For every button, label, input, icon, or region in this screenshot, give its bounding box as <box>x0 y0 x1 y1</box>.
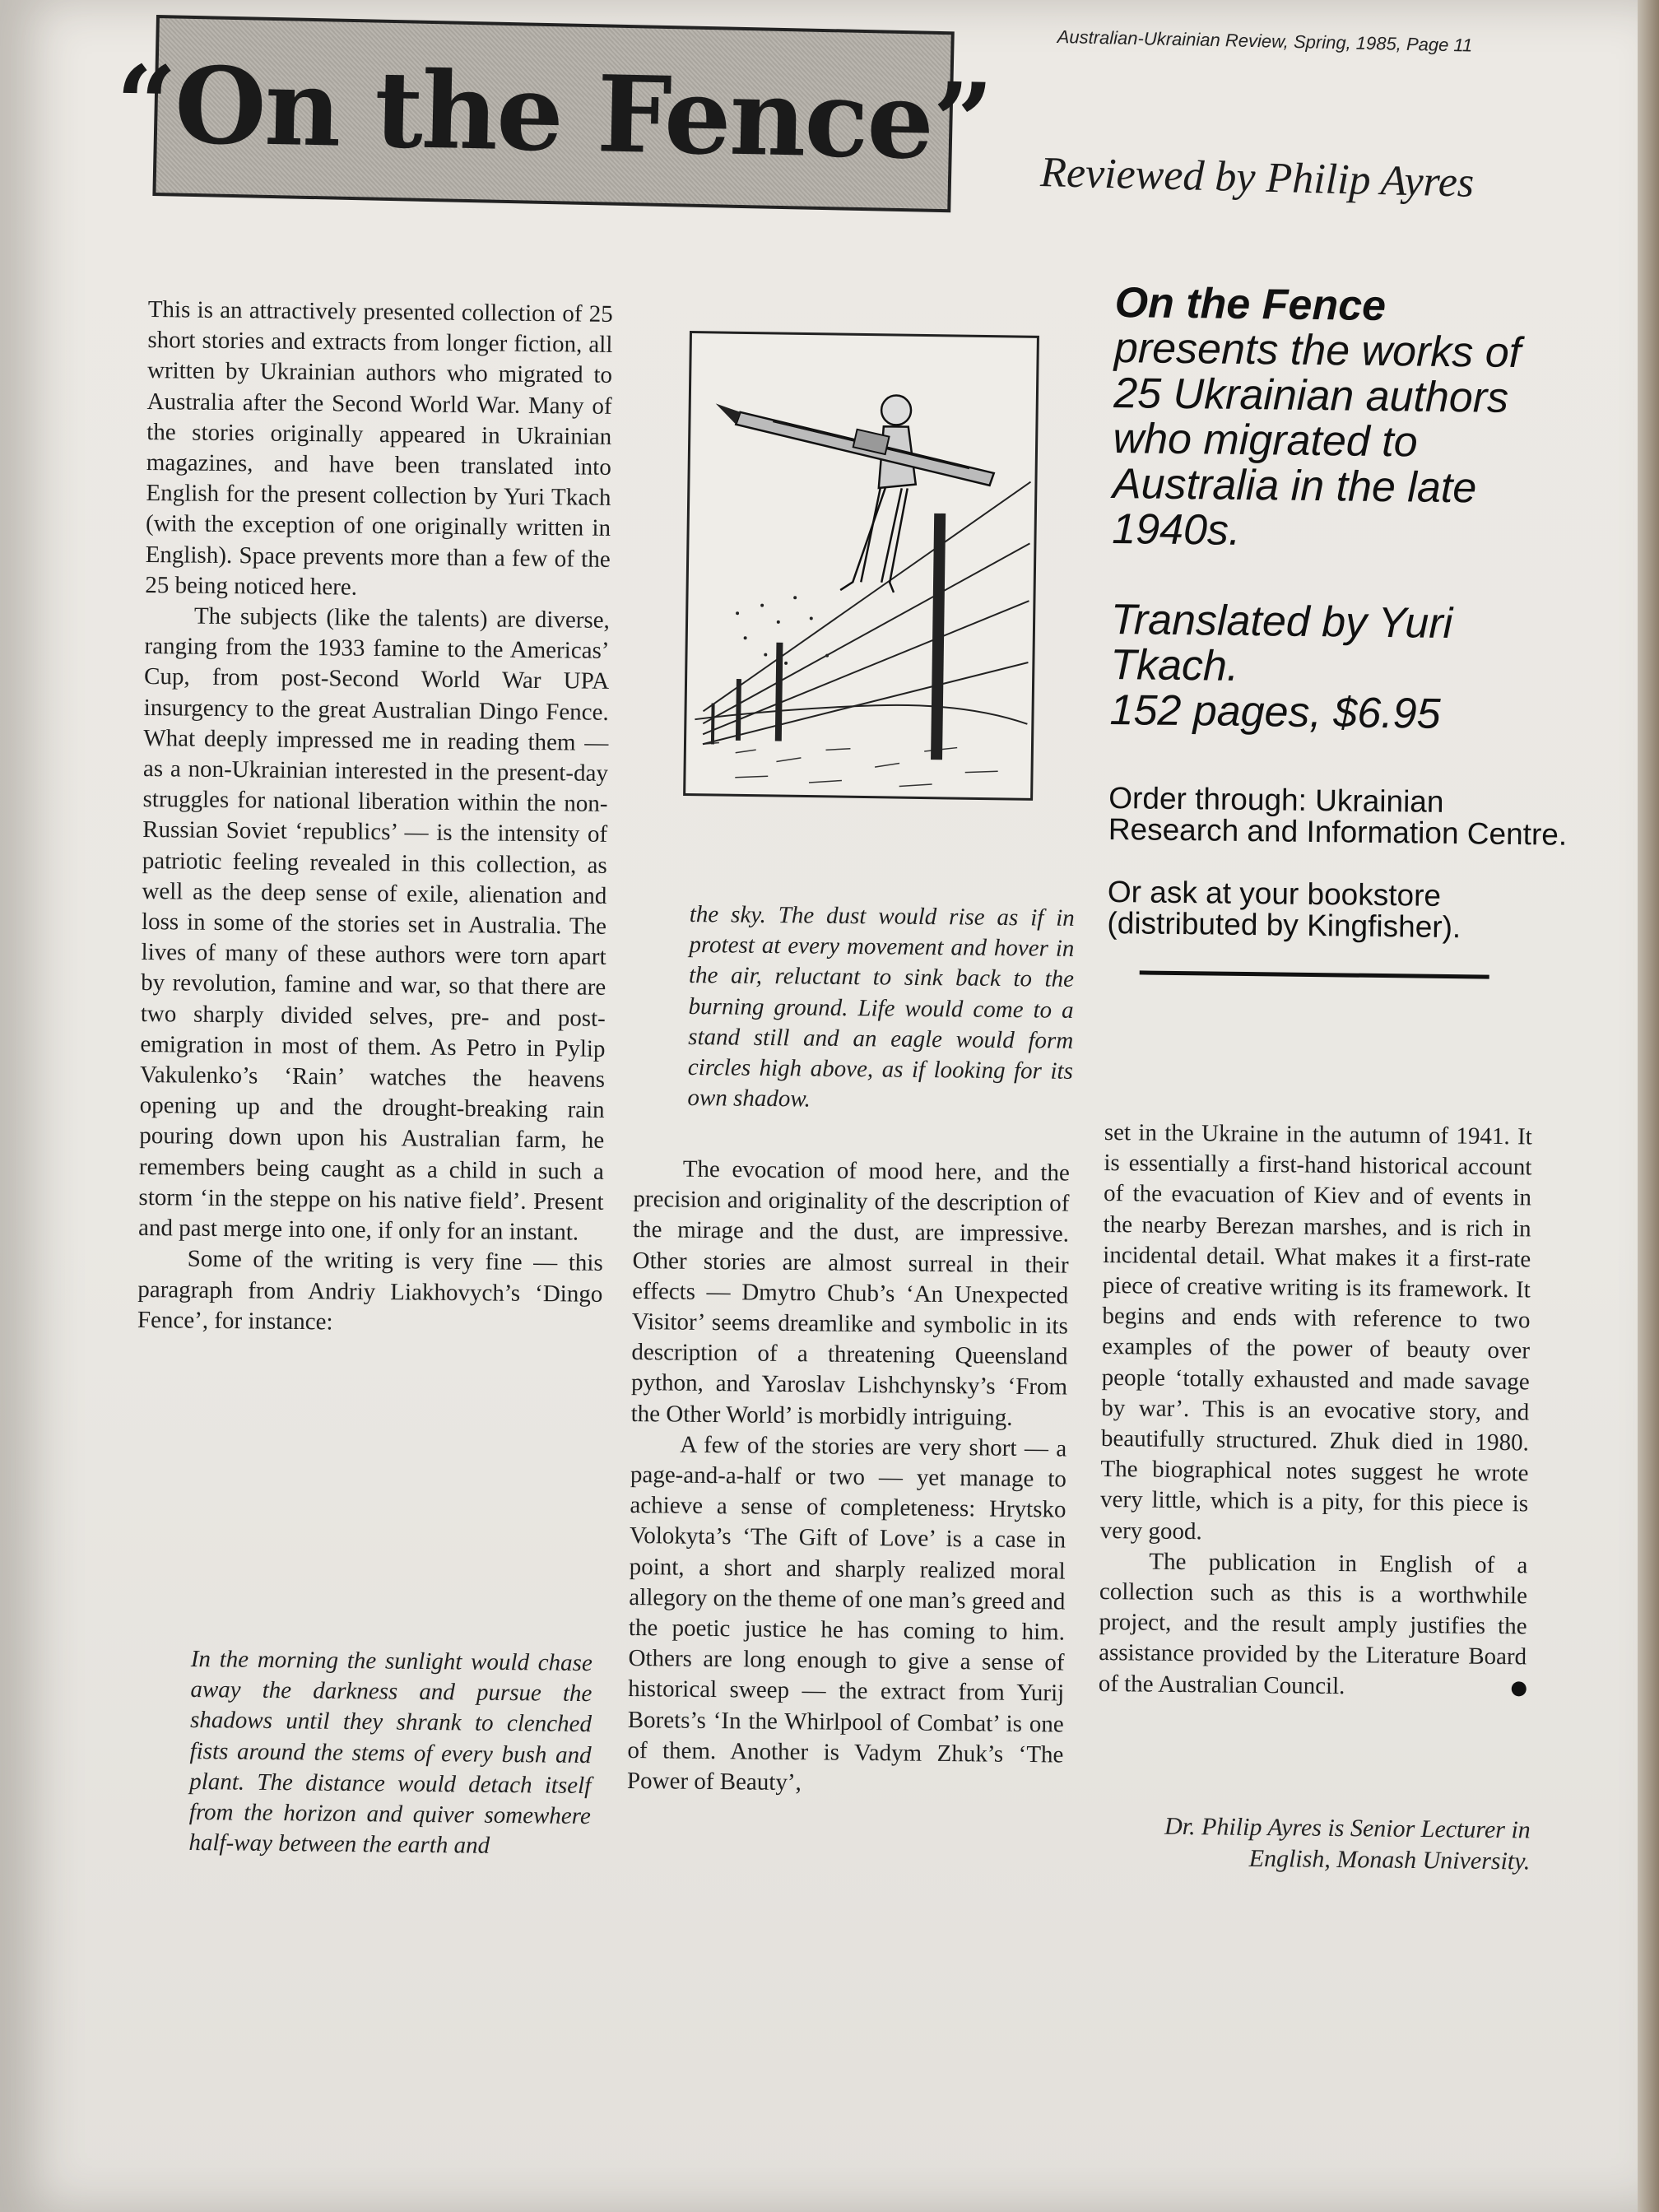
col2-paragraph-2: A few of the stories are very short — a page-and-a-half or two — yet manage to achieve a sense of completeness: Hrytsko Volokyta’s ‘The Gift of Love’ is a case in point, a short and sharply realized moral allegory on the theme of one man’s greed and the poetic justice he has coming to him. Others are long enough to give a sense of historical sweep — the extract from Yurij Borets’s ‘In the Whirlpool of Combat’ is one of them. Another is Vadym Zhuk’s ‘The Power of Beauty’, <box>626 1431 1067 1796</box>
article-title: “On the Fence” <box>114 43 993 185</box>
col3-paragraph-1: set in the Ukraine in the autumn of 1941. It is essentially a first-hand historical account of the evacuation of Kiev and of events in the nearby Berezan marshes, and is rich in incidental detail. What makes it a first-rate piece of creative writing is its framework. It begins and ends with reference to two examples of the power of beauty over people ‘totally exhausted and made savage by war’. This is an evocative story, and beautifully structured. Zhuk died in 1980. The biographical notes suggest he wrote very little, which is a pity, for this piece is very good. <box>1099 1118 1532 1545</box>
dingo-fence-quote: In the morning the sunlight would chase away the darkness and pursue the shadows until they shrank to clenched fists around the stems of every bush and plant. The distance would detach itself from the horizon and quiver somewhere half-way between the earth and <box>188 1645 592 1860</box>
sidebar-order-info: Order through: Ukrainian Research and Information Centre. <box>1108 780 1568 852</box>
sidebar-bookstore-info: Or ask at your bookstore (distributed by Kingfisher). <box>1107 874 1462 945</box>
sidebar-divider <box>1140 970 1489 978</box>
illustration-drawing <box>685 333 1037 798</box>
author-bio: Dr. Philip Ayres is Senior Lecturer in English, Monash University. <box>1164 1812 1531 1875</box>
col1-paragraph-1: This is an attractively presented collection of 25 short stories and extracts from longer fiction, all written by Ukrainian authors who migrated to Australia after the Second World War. Many of the stories originally appeared in Ukrainian magazines, and have been translated into English for the present collection by Yuri Tkach (with the exception of one originally written in English). Space prevents more than a few of the 25 being noticed here. <box>145 295 613 601</box>
col2-paragraph-1: The evocation of mood here, and the precision and originality of the description of the mirage and the dust, are impressive. Other stories are almost surreal in their effects — Dmytro Chub’s ‘An Unexpected Visitor’ seems dreamlike and symbolic in its description of a threatening Queensland python, and Yaroslav Lishchynsky’s ‘From the Other World’ is morbidly intriguing. <box>630 1155 1070 1431</box>
book-info-sidebar <box>1107 280 1576 980</box>
publication-header: Australian-Ukrainian Review, Spring, 1985, Page 11 <box>1057 26 1473 56</box>
column-2 <box>627 1154 1070 1801</box>
reviewer-byline: Reviewed by Philip Ayres <box>1039 148 1475 207</box>
column-1 <box>137 295 613 1341</box>
sidebar-translator: Translated by Yuri Tkach. <box>1109 595 1453 690</box>
sidebar-description: presents the works of 25 Ukrainian authors who migrated to Australia in the late 1940s. <box>1111 323 1522 555</box>
sidebar-book-title: On the Fence <box>1114 279 1387 331</box>
column-3 <box>1099 1118 1532 1703</box>
end-of-article-bullet-icon <box>1512 1681 1527 1696</box>
dingo-fence-quote-continued: the sky. The dust would rise as if in protest at every movement and hover in the air, reluctant to sink back to the burning ground. Life would come to a stand still and an eagle would form circles high above, as if looking for its own shadow. <box>687 900 1075 1113</box>
title-banner <box>114 15 993 212</box>
col1-paragraph-3: Some of the writing is very fine — this paragraph from Andriy Liakhovych’s ‘Dingo Fence’, for instance: <box>137 1245 603 1336</box>
man-on-fence-illustration <box>683 331 1039 801</box>
col3-paragraph-2: The publication in English of a collection such as this is a worthwhile project, and the result amply justifies the assistance provided by the Literature Board of the Australian Council. <box>1098 1548 1528 1699</box>
col1-paragraph-2: The subjects (like the talents) are diverse, ranging from the 1933 famine to the Americas’ Cup, from post-Second World War UPA insurgency to the great Australian Dingo Fence. What deeply impressed me in reading them — as a non-Ukrainian interested in the present-day struggles for national liberation within the non-Russian Soviet ‘republics’ — is the intensity of patriotic feeling revealed in this collection, as well as the deep sense of exile, alienation and loss in some of the stories set in Australia. The lives of many of these authors were torn apart by revolution, famine and war, so that there are two sharply divided selves, pre- and post-emigration in most of them. As Petro in Pylip Vakulenko’s ‘Rain’ watches the heavens opening up and the drought-breaking rain pouring down upon his Australian farm, he remembers being caught as a child in such a storm ‘in the steppe on his native field’. Present and past merge into one, if only for an instant. <box>137 602 611 1246</box>
sidebar-price: 152 pages, $6.95 <box>1109 685 1441 738</box>
